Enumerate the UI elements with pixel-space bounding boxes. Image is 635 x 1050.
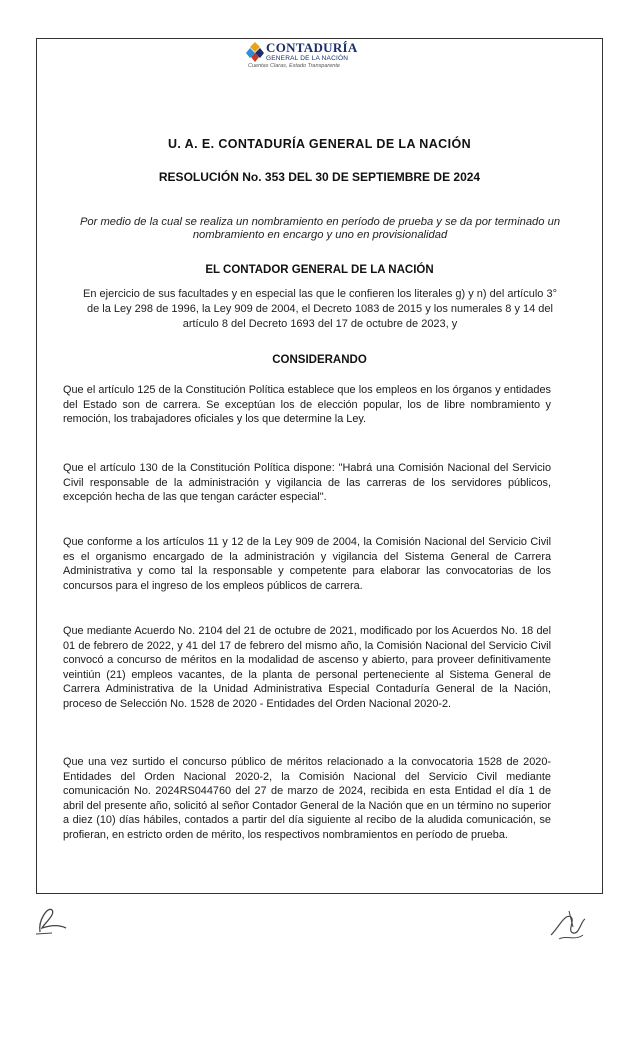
signature-left-icon (30, 900, 78, 940)
signature-right-icon (545, 905, 593, 947)
authority-title: EL CONTADOR GENERAL DE LA NACIÓN (205, 264, 434, 276)
resolution-intro: Por medio de la cual se realiza un nombramiento en período de prueba y se da por terminado un nombramiento en encargo y uno en provisionalidad (79, 216, 561, 241)
paragraph: Que conforme a los artículos 11 y 12 de la Ley 909 de 2004, la Comisión Nacional del Servicio Civil es el organismo encargado de la administración y vigilancia del Sistema General de Carrera Administrativa y como tal la responsable y competente para elaborar las convocatorias de los concursos para el ingreso de los empleos públicos de carrera. (63, 536, 551, 592)
paragraph: Que el artículo 125 de la Constitución Política establece que los empleos en los órganos y entidades del Estado son de carrera. Se exceptúan los de elección popular, los de libre nombramiento y remoción, los trabajadores oficiales y los que determine la Ley. (63, 384, 551, 425)
paragraph: Que el artículo 130 de la Constitución Política dispone: "Habrá una Comisión Nacional del Servicio Civil responsable de la administración y vigilancia de las carreras de los servidores públicos, excepción hecha de las que tengan carácter especial". (63, 462, 551, 503)
logo (246, 40, 376, 72)
logo-subtitle: GENERAL DE LA NACIÓN (266, 55, 349, 62)
paragraph: Que mediante Acuerdo No. 2104 del 21 de octubre de 2021, modificado por los Acuerdos No. 18 del 01 de febrero de 2022, y 41 del 17 de febrero del mismo año, la Comisión Nacional del Servicio Civil convocó a concurso de méritos en la modalidad de ascenso y abierto, para proveer definitivamente veintiún (21) empleos vacantes, de la planta de personal perteneciente al Sistema General de Carrera Administrativa de la Unidad Administrativa Especial Contaduría General de la Nación, proceso de Selección No. 1528 de 2020 - Entidades del Orden Nacional 2020-2. (63, 625, 551, 710)
powers-statement: En ejercicio de sus facultades y en especial las que le confieren los literales g) y n) del artículo 3° de la Ley 298 de 1996, la Ley 909 de 2004, el Decreto 1083 de 2015 y los numerales 8 y 14 del artículo 8 del Decreto 1693 del 17 de octubre de 2023, y (83, 288, 557, 330)
entity-heading: U. A. E. CONTADURÍA GENERAL DE LA NACIÓN (167, 137, 472, 151)
considerando-title: CONSIDERANDO (272, 354, 367, 366)
logo-name: CONTADURÍA (266, 40, 358, 55)
logo-tagline: Cuentas Claras, Estado Transparente (248, 63, 340, 69)
paragraph: Que una vez surtido el concurso público de méritos relacionado a la convocatoria 1528 de 2020-Entidades del Orden Nacional 2020-2, la Comisión Nacional del Servicio Civil mediante comunicación No. 2024RS044760 del 27 de marzo de 2024, recibida en esta Entidad el día 1 de abril del presente año, solicitó al señor Contador General de la Nación que en un término no superior a diez (10) días hábiles, contados a partir del día siguiente al recibo de la aludida comunicación, se profieran, en estricto orden de mérito, los respectivos nombramientos en período de prueba. (63, 756, 551, 841)
resolution-heading: RESOLUCIÓN No. 353 DEL 30 DE SEPTIEMBRE DE 2024 (158, 170, 481, 184)
logo-mark-icon (246, 42, 264, 62)
